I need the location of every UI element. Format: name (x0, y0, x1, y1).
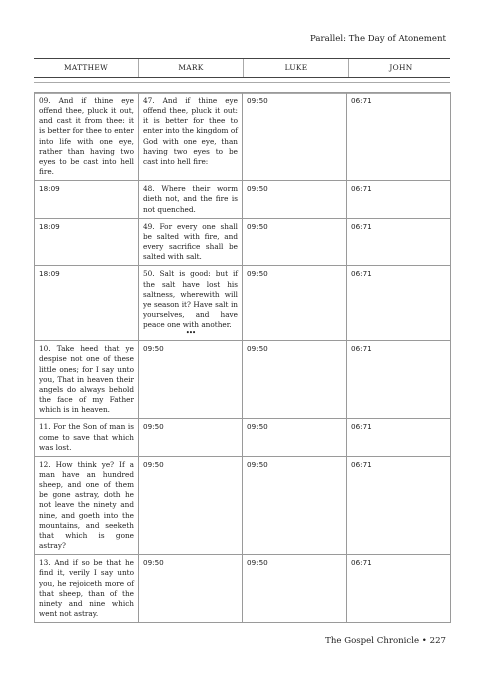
table-row (35, 555, 451, 623)
matthew-cell: 18:09 (35, 218, 139, 266)
table-row (35, 218, 451, 266)
mark-cell: 09:50 (139, 341, 243, 419)
luke-cell: 09:50 (243, 218, 347, 266)
table-row (35, 266, 451, 341)
luke-cell: 09:50 (243, 419, 347, 456)
john-cell: 06:71 (347, 341, 451, 419)
matthew-cell: 11. For the Son of man is come to save that which was lost. (35, 419, 139, 456)
table-row (35, 341, 451, 419)
mark-text: 50. Salt is good: but if the salt have lost his saltness, wherewith will ye season it? Have salt in yourselves, and have peace one with another. (143, 269, 238, 330)
page-footer: The Gospel Chronicle • 227 (325, 636, 446, 646)
mark-cell: 09:50 (139, 419, 243, 456)
luke-cell: 09:50 (243, 555, 347, 623)
column-header-row (34, 58, 450, 78)
mark-cell: 09:50 (139, 456, 243, 554)
luke-cell: 09:50 (243, 341, 347, 419)
column-header-luke: LUKE (244, 59, 349, 77)
john-cell: 06:71 (347, 266, 451, 341)
column-header-john: JOHN (389, 63, 413, 72)
table-row (35, 456, 451, 554)
john-cell: 06:71 (347, 218, 451, 266)
mark-cell: 09:50 (139, 555, 243, 623)
matthew-cell: 10. Take heed that ye despise not one of these little ones; for I say unto you, That in heaven their angels do always behold the face of my Father which is in heaven. (35, 341, 139, 419)
mark-cell: 47. And if thine eye offend thee, pluck it out: it is better for thee to enter into the kingdom of God with one eye, than having two eyes to be cast into hell fire: (139, 93, 243, 181)
column-header-matthew: MATTHEW (34, 59, 139, 77)
matthew-cell: 13. And if so be that he find it, verily I say unto you, he rejoiceth more of that sheep, than of the ninety and nine which went not astray. (35, 555, 139, 623)
matthew-cell: 12. How think ye? If a man have an hundred sheep, and one of them be gone astray, doth he not leave the ninety and nine, and goeth into the mountains, and seeketh that which is gone astray? (35, 456, 139, 554)
luke-cell: 09:50 (243, 266, 347, 341)
luke-cell: 09:50 (243, 181, 347, 218)
luke-cell: 09:50 (243, 456, 347, 554)
john-cell: 06:71 (347, 93, 451, 181)
luke-cell: 09:50 (243, 93, 347, 181)
john-cell: 06:71 (347, 555, 451, 623)
john-cell: 06:71 (347, 456, 451, 554)
mark-cell: 48. Where their worm dieth not, and the fire is not quenched. (139, 181, 243, 218)
mark-cell (139, 266, 243, 341)
column-header-mark: MARK (139, 59, 244, 77)
table-row (35, 181, 451, 218)
matthew-cell: 18:09 (35, 181, 139, 218)
table-row (35, 419, 451, 456)
section-end-mark: ••• (185, 329, 196, 338)
running-head: Parallel: The Day of Atonement (309, 34, 446, 44)
parallel-table (34, 92, 451, 623)
john-cell: 06:71 (347, 419, 451, 456)
john-cell: 06:71 (347, 181, 451, 218)
matthew-cell: 18:09 (35, 266, 139, 341)
mark-cell: 49. For every one shall be salted with fire, and every sacrifice shall be salted with salt. (139, 218, 243, 266)
table-row (35, 93, 451, 181)
matthew-cell: 09. And if thine eye offend thee, pluck it out, and cast it from thee: it is better for thee to enter into life with one eye, rather than having two eyes to be cast into hell fire. (35, 93, 139, 181)
